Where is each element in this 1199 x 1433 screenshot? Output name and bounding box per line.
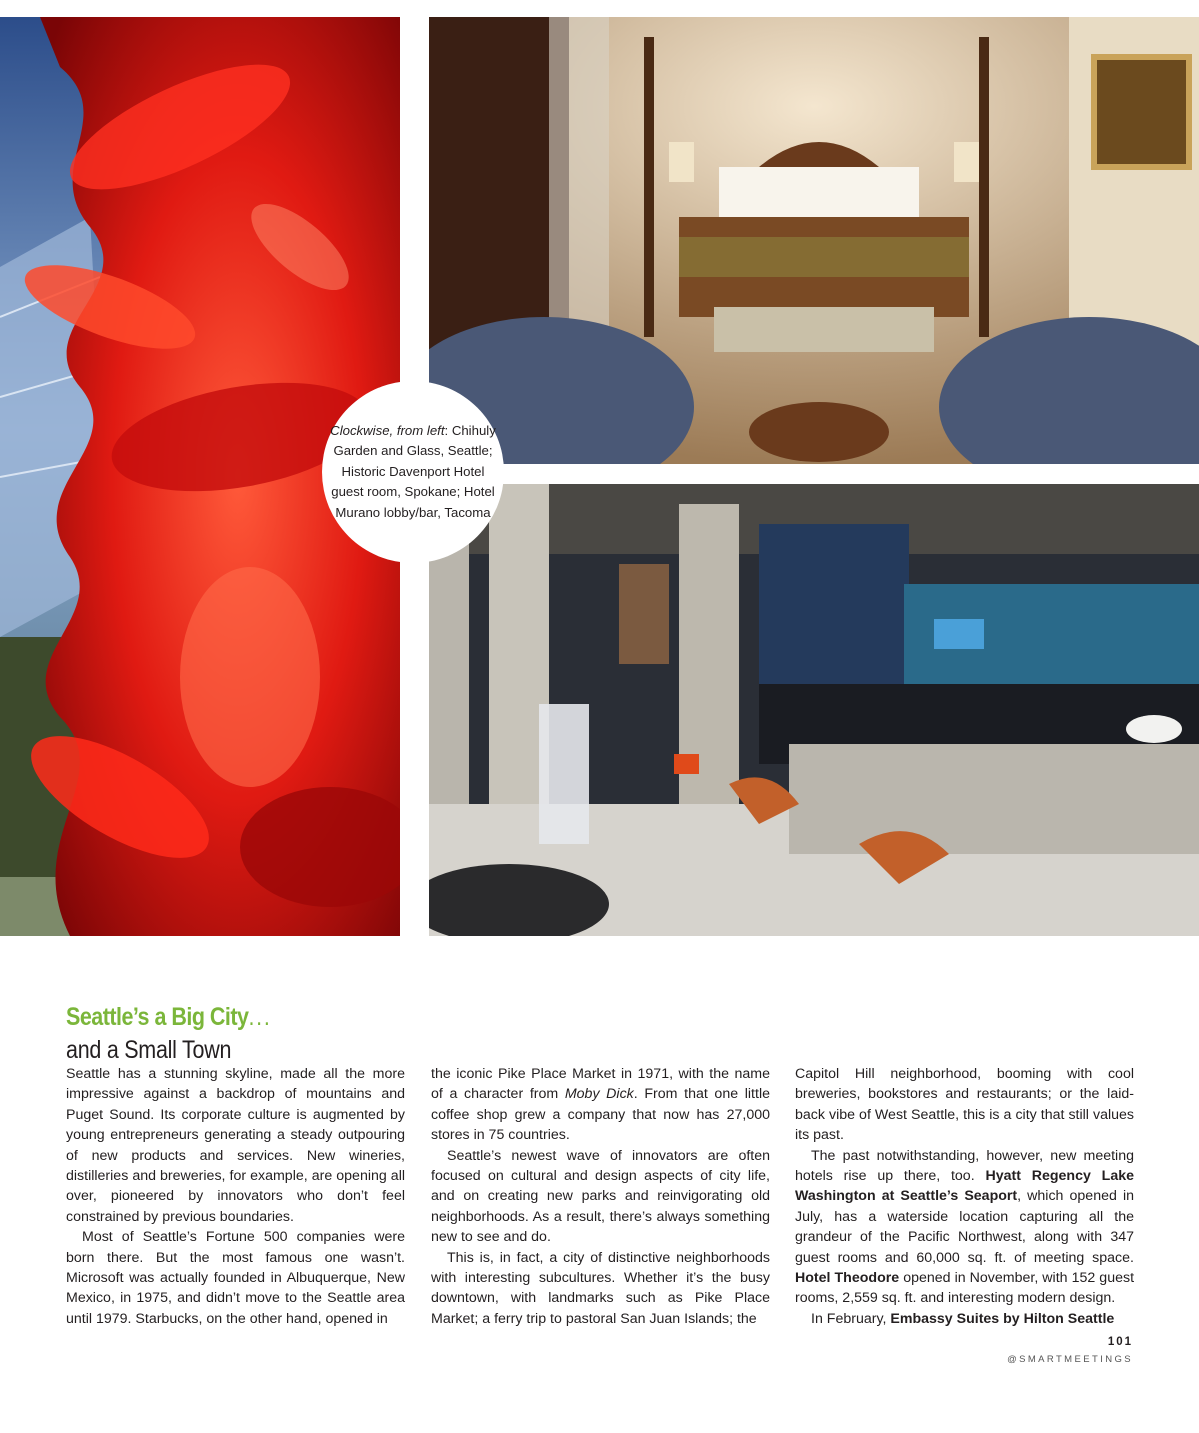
paragraph-2-text-a: Most of Seattle’s Fortune 500 companies were born there. But the most famous one wasn’t. Microsoft was actually founded in Albuquerque, New Mexico, in 1975, and didn’t move to the Seattle area until 1979. Starbucks, on the other hand, opened in <box>66 1229 405 1327</box>
paragraph-5-hyatt: Hyatt Regency Lake Washington at Seattle’s Seaport <box>795 1168 1135 1205</box>
page-folio <box>1007 1336 1133 1365</box>
caption-lead: Clockwise, from left <box>330 422 445 438</box>
paragraph-1: Seattle has a stunning skyline, made all the more impressive against a backdrop of mountains and Puget Sound. Its corporate culture is augmented by young entrepreneurs generating a steady outpouring of new products and services. New wineries, distilleries and breweries, for example, are opening all over, pioneered by innovators who don’t feel constrained by previous boundaries. <box>66 1066 405 1225</box>
paragraph-4-continued: Capitol Hill neighborhood, booming with cool breweries, bookstores and restaurants; or the laid-back vibe of West Seattle, this is a city that still values its past. <box>795 1066 1134 1144</box>
paragraph-6-embassy: Embassy Suites by Hilton Seattle <box>890 1310 1115 1327</box>
page-number: 101 <box>1107 1336 1133 1348</box>
paragraph-5-text-a: The past notwithstanding, however, new meeting hotels rise up there, too. <box>795 1147 1134 1185</box>
article-column-2 <box>431 1064 770 1329</box>
paragraph-5-text-c: opened in November, with 152 guest rooms, 2,559 sq. ft. and interesting modern design. <box>795 1270 1135 1307</box>
headline-ellipsis: ... <box>248 1003 272 1031</box>
murano-lobby-bar-photo <box>429 484 1199 936</box>
paragraph-2-continued <box>431 1064 770 1146</box>
paragraph-2 <box>66 1227 405 1329</box>
paragraph-4: This is, in fact, a city of distinctive neighborhoods with interesting subcultures. Whether it’s the busy downtown, with landmarks such as Pike Place Market; a ferry trip to pastoral San Juan Islands; the <box>431 1249 770 1327</box>
headline-title-line <box>66 1003 272 1032</box>
social-handle: @SMARTMEETINGS <box>1007 1354 1133 1365</box>
headline-title: Seattle’s a Big City <box>66 1003 249 1031</box>
davenport-guest-room-photo <box>429 17 1199 464</box>
paragraph-5 <box>795 1146 1134 1309</box>
paragraph-6 <box>795 1309 1134 1329</box>
caption-body: : Chihuly Garden and Glass, Seattle; Historic Davenport Hotel guest room, Spokane; Hotel Murano lobby/bar, Tacoma <box>331 422 496 520</box>
paragraph-2-italic: Moby Dick <box>564 1086 634 1103</box>
photo-caption <box>322 381 504 563</box>
paragraph-2-text-b: . From that one little coffee shop grew a company that now has 27,000 stores in 75 countries. <box>431 1086 770 1144</box>
article-column-3 <box>795 1064 1134 1329</box>
paragraph-5-text-b: , which opened in July, has a waterside location capturing all the grandeur of the Pacific Northwest, along with 347 guest rooms and 60,000 sq. ft. of meeting space. <box>795 1188 1134 1266</box>
paragraph-3: Seattle’s newest wave of innovators are often focused on cultural and design aspects of city life, and on creating new parks and reinvigorating old neighborhoods. As a result, there’s always something new to see and do. <box>431 1147 770 1246</box>
article-column-1 <box>66 1064 405 1329</box>
headline-subtitle: and a Small Town <box>66 1036 232 1064</box>
paragraph-2-text-a-continued: the iconic Pike Place Market in 1971, with the name of a character from <box>431 1066 770 1103</box>
article-headline <box>66 1003 305 1065</box>
paragraph-5-theodore: Hotel Theodore <box>795 1270 900 1287</box>
paragraph-6-text-a: In February, <box>811 1310 891 1327</box>
